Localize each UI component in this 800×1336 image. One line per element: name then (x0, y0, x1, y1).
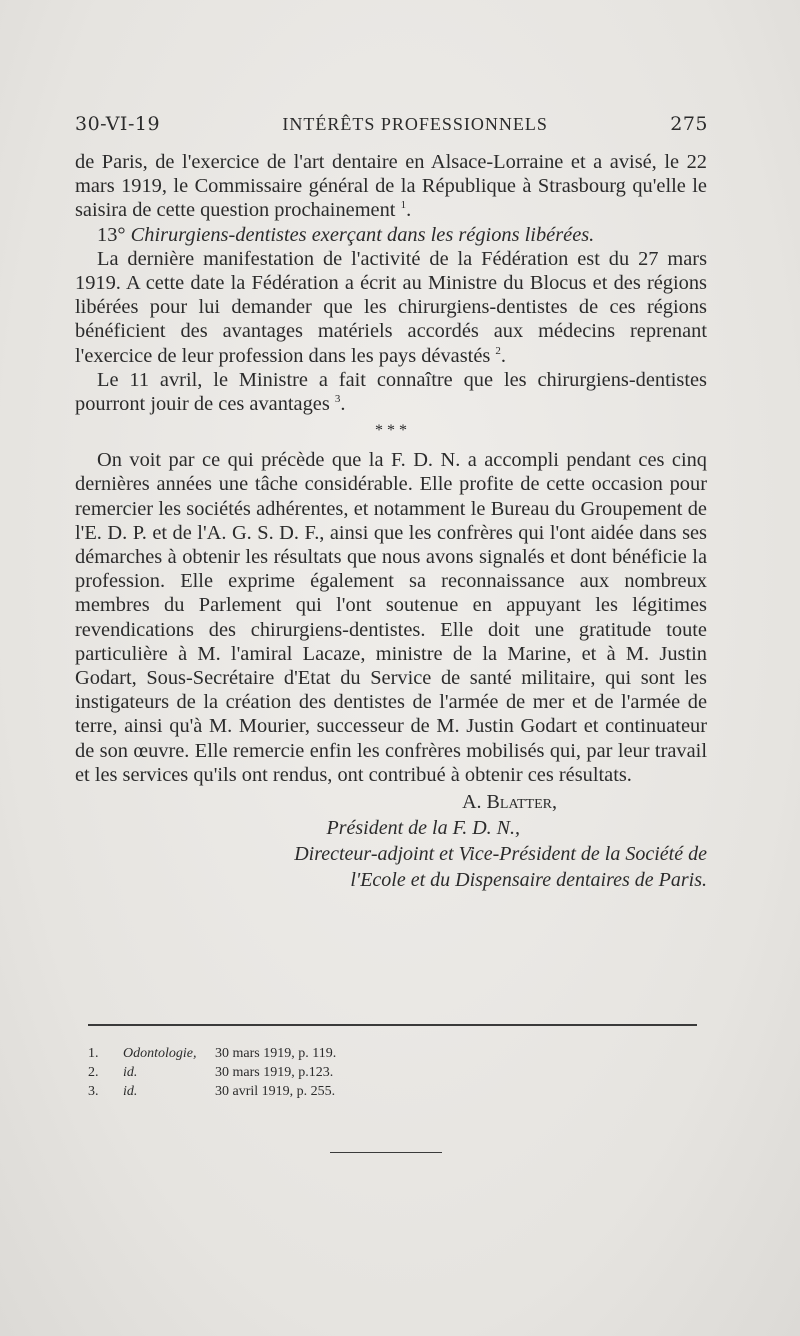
section-heading (75, 223, 707, 247)
footnote-ref: 2 (495, 344, 501, 357)
footnotes (88, 1044, 336, 1101)
header-title: INTÉRÊTS PROFESSIONNELS (282, 114, 548, 134)
paragraph: La dernière manifestation de l'activité de la Fédération est du 27 mars 1919. A cette date la Fédération a écrit au Ministre du Blocus et des régions libérées pour lui demander que les chirurgiens-dentistes de ces régions bénéficient des avantages matériels accordés aux médecins reprenant l'exercice de leur profession dans les pays dévastés $^2$. (75, 247, 707, 367)
signature-role: Président de la F. D. N., (326, 817, 520, 840)
paragraph: de Paris, de l'exercice de l'art dentaire en Alsace-Lorraine et a avisé, le 22 mars 1919, le Commissaire général de la République à Strasbourg qu'elle le saisira de cette question prochainement $^1$. (75, 151, 707, 222)
body-text (75, 150, 707, 893)
running-header (75, 113, 708, 135)
section-number: 13° (97, 223, 126, 246)
asterism: * * * (375, 422, 407, 440)
signature-block (75, 789, 707, 893)
end-rule (330, 1152, 442, 1153)
signature-title: l'Ecole et du Dispensaire dentaires de Paris. (350, 869, 707, 892)
signature-name: A. Blatter, (462, 791, 557, 814)
footnote: 2. id. 30 mars 1919, p.123. (88, 1065, 334, 1080)
footnote-divider (88, 1024, 697, 1026)
signature-title: Directeur-adjoint et Vice-Président de la Société de (294, 843, 707, 866)
footnote: 1. Odontologie, 30 mars 1919, p. 119. (88, 1046, 337, 1061)
paragraph: Le 11 avril, le Ministre a fait connaître que les chirurgiens-dentistes pourront jouir de ces avantages $^3$. (75, 368, 707, 416)
paragraph: On voit par ce qui précède que la F. D. N. a accompli pendant ces cinq dernières années une tâche considérable. Elle profite de cette occasion pour remercier les sociétés adhérentes, et notamment le Bureau du Groupement de l'E. D. P. et de l'A. G. S. D. F., ainsi que les confrères qui l'ont aidée dans ses démarches à obtenir les résultats que nous avons signalés et dont bénéficie la profession. Elle exprime également sa reconnaissance aux nombreux membres du Parlement qui l'ont soutenue en appuyant les légitimes revendications des chirurgiens-dentistes. Elle doit une gratitude toute particulière à M. l'amiral Lacaze, ministre de la Marine, et à M. Justin Godart, Sous-Secrétaire d'Etat du Service de santé militaire, qui sont les instigateurs de la création des dentistes de l'armée de mer et de l'armée de terre, ainsi qu'à M. Mourier, successeur de M. Justin Godart et continuateur de son œuvre. Elle remercie enfin les confrères mobilisés qui, par leur travail et les services qu'ils ont rendus, ont contribué à obtenir ces résultats. (75, 449, 707, 786)
footnote-ref: 1 (400, 199, 407, 212)
footnote-ref: 3 (334, 393, 341, 406)
section-title: Chirurgiens-dentistes exerçant dans les régions libérées. (130, 223, 595, 246)
header-date: 30-VI-19 (75, 113, 161, 135)
footnote: 3. id. 30 avril 1919, p. 255. (88, 1084, 336, 1099)
page-number: 275 (670, 113, 708, 135)
